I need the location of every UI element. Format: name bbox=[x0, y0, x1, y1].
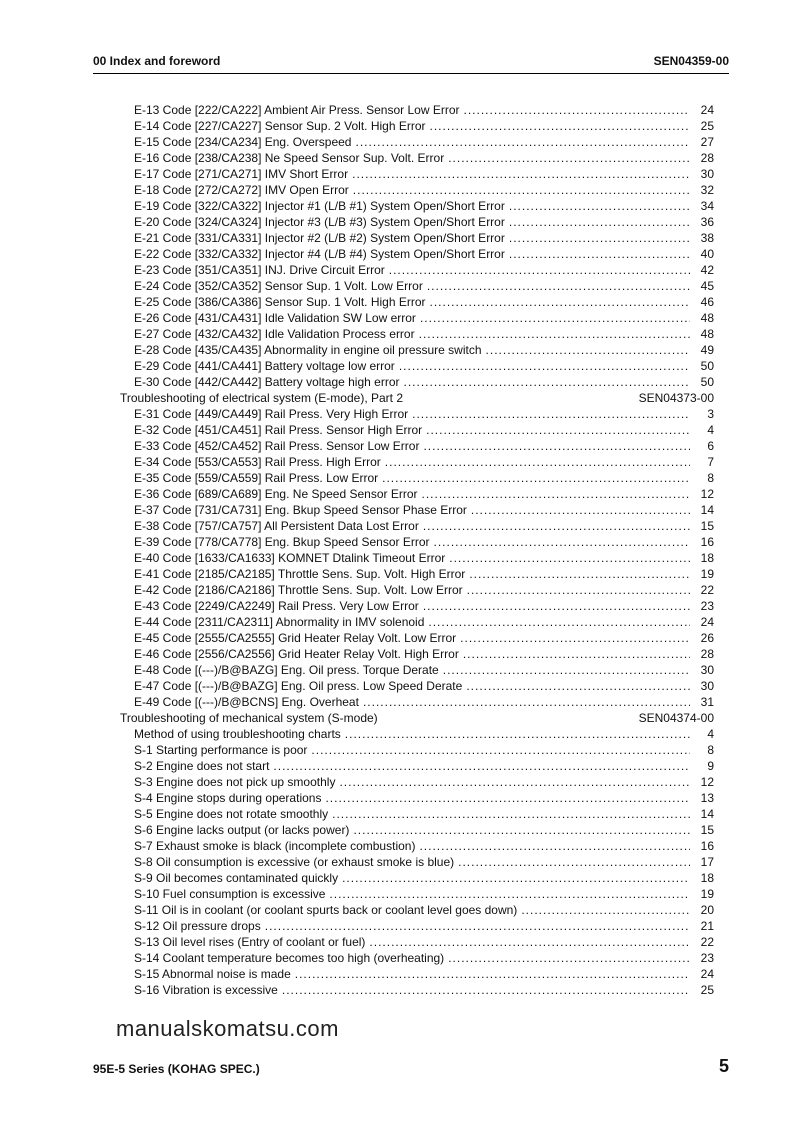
toc-entry-title: S-11 Oil is in coolant (or coolant spurts back or coolant level goes down) bbox=[134, 903, 518, 917]
dot-leader bbox=[509, 230, 690, 246]
toc-page-number: 28 bbox=[700, 151, 714, 165]
dot-leader bbox=[295, 966, 690, 982]
toc-entry[interactable] bbox=[120, 486, 714, 502]
toc-entry-title: E-25 Code [386/CA386] Sensor Sup. 1 Volt. High Error bbox=[134, 295, 426, 309]
dot-leader bbox=[382, 470, 690, 486]
toc-entry-title: E-48 Code [(---)/B@BAZG] Eng. Oil press. Torque Derate bbox=[134, 663, 439, 677]
dot-leader bbox=[352, 166, 690, 182]
toc-entry[interactable] bbox=[120, 374, 714, 390]
dot-leader bbox=[449, 550, 690, 566]
page-number: 5 bbox=[718, 1056, 729, 1076]
toc-page-number: 15 bbox=[700, 519, 714, 533]
toc-entry[interactable] bbox=[120, 838, 714, 854]
toc-page-number: 6 bbox=[707, 439, 714, 453]
toc-entry[interactable] bbox=[120, 678, 714, 694]
dot-leader bbox=[430, 294, 691, 310]
toc-entry[interactable] bbox=[120, 726, 714, 742]
toc-entry-title: E-28 Code [435/CA435] Abnormality in engine oil pressure switch bbox=[134, 343, 482, 357]
toc-entry[interactable] bbox=[120, 198, 714, 214]
toc-entry[interactable] bbox=[120, 470, 714, 486]
toc-page-number: 27 bbox=[700, 135, 714, 149]
toc-entry-title: S-16 Vibration is excessive bbox=[134, 983, 278, 997]
toc-page-number: 31 bbox=[700, 695, 714, 709]
toc-entry-title: E-23 Code [351/CA351] INJ. Drive Circuit Error bbox=[134, 263, 385, 277]
toc-entry[interactable] bbox=[120, 534, 714, 550]
toc-entry-title: S-9 Oil becomes contaminated quickly bbox=[134, 871, 339, 885]
dot-leader bbox=[423, 438, 690, 454]
toc-page-number: 28 bbox=[700, 647, 714, 661]
toc-entry-title: S-5 Engine does not rotate smoothly bbox=[134, 807, 329, 821]
toc-entry-title: E-24 Code [352/CA352] Sensor Sup. 1 Volt. Low Error bbox=[134, 279, 423, 293]
toc-page-number: 20 bbox=[700, 903, 714, 917]
toc-page-number: 3 bbox=[707, 407, 714, 421]
toc-page-number: 18 bbox=[700, 871, 714, 885]
dot-leader bbox=[311, 742, 690, 758]
toc-entry[interactable] bbox=[120, 230, 714, 246]
toc-page-number: 8 bbox=[707, 743, 714, 757]
toc-entry-title: E-22 Code [332/CA332] Injector #4 (L/B #4) System Open/Short Error bbox=[134, 247, 505, 261]
toc-page-number: 22 bbox=[700, 935, 714, 949]
toc-page-number: 12 bbox=[700, 775, 714, 789]
dot-leader bbox=[355, 134, 690, 150]
toc-page-number: 25 bbox=[700, 119, 714, 133]
dot-leader bbox=[509, 246, 690, 262]
section-title: 00 Index and foreword bbox=[93, 54, 221, 68]
toc-entry-title: E-43 Code [2249/CA2249] Rail Press. Very Low Error bbox=[134, 599, 419, 613]
dot-leader bbox=[509, 198, 690, 214]
dot-leader bbox=[466, 678, 690, 694]
toc-page-number: 24 bbox=[700, 615, 714, 629]
toc-entry[interactable] bbox=[120, 102, 714, 118]
page-header bbox=[93, 54, 729, 68]
dot-leader bbox=[404, 374, 691, 390]
dot-leader bbox=[448, 950, 690, 966]
toc-entry-title: E-39 Code [778/CA778] Eng. Bkup Speed Sensor Error bbox=[134, 535, 430, 549]
toc-entry[interactable] bbox=[120, 246, 714, 262]
toc-entry-title: S-10 Fuel consumption is excessive bbox=[134, 887, 326, 901]
toc-page-number: 24 bbox=[700, 103, 714, 117]
toc-entry-title: E-20 Code [324/CA324] Injector #3 (L/B #3) System Open/Short Error bbox=[134, 215, 505, 229]
toc-document-code: SEN04373-00 bbox=[638, 391, 714, 405]
toc-page-number: 16 bbox=[700, 839, 714, 853]
dot-leader bbox=[486, 342, 690, 358]
toc-entry[interactable] bbox=[120, 822, 714, 838]
toc-page-number: 8 bbox=[707, 471, 714, 485]
toc-entry-title: S-2 Engine does not start bbox=[134, 759, 270, 773]
toc-page-number: 18 bbox=[700, 551, 714, 565]
dot-leader bbox=[463, 646, 690, 662]
toc-page-number: 12 bbox=[700, 487, 714, 501]
toc-page-number: 30 bbox=[700, 679, 714, 693]
dot-leader bbox=[458, 854, 690, 870]
toc-entry[interactable] bbox=[120, 694, 714, 710]
dot-leader bbox=[428, 614, 690, 630]
dot-leader bbox=[353, 822, 690, 838]
toc-page-number: 14 bbox=[700, 503, 714, 517]
dot-leader bbox=[265, 918, 690, 934]
toc-page-number: 19 bbox=[700, 567, 714, 581]
toc-entry[interactable] bbox=[120, 422, 714, 438]
toc-entry-title: E-44 Code [2311/CA2311] Abnormality in IMV solenoid bbox=[134, 615, 425, 629]
header-rule bbox=[93, 73, 729, 74]
toc-entry-title: S-6 Engine lacks output (or lacks power) bbox=[134, 823, 350, 837]
toc-page-number: 30 bbox=[700, 167, 714, 181]
toc-entry-title: E-42 Code [2186/CA2186] Throttle Sens. Sup. Volt. Low Error bbox=[134, 583, 463, 597]
toc-entry-title: E-45 Code [2555/CA2555] Grid Heater Relay Volt. Low Error bbox=[134, 631, 457, 645]
toc-entry[interactable] bbox=[120, 790, 714, 806]
table-of-contents bbox=[120, 102, 714, 998]
dot-leader bbox=[282, 982, 690, 998]
watermark: manualskomatsu.com bbox=[116, 1016, 339, 1041]
toc-page-number: 49 bbox=[700, 343, 714, 357]
dot-leader bbox=[399, 358, 690, 374]
toc-page-number: 7 bbox=[707, 455, 714, 469]
toc-entry[interactable] bbox=[120, 774, 714, 790]
toc-entry[interactable] bbox=[120, 598, 714, 614]
dot-leader bbox=[273, 758, 690, 774]
toc-section-heading[interactable] bbox=[120, 710, 714, 726]
toc-entry-title: S-4 Engine stops during operations bbox=[134, 791, 322, 805]
toc-entry[interactable] bbox=[120, 902, 714, 918]
toc-entry[interactable] bbox=[120, 582, 714, 598]
toc-entry[interactable] bbox=[120, 278, 714, 294]
toc-entry[interactable] bbox=[120, 150, 714, 166]
toc-entry[interactable] bbox=[120, 134, 714, 150]
toc-entry-title: E-15 Code [234/CA234] Eng. Overspeed bbox=[134, 135, 352, 149]
dot-leader bbox=[443, 662, 690, 678]
toc-entry-title: E-33 Code [452/CA452] Rail Press. Sensor Low Error bbox=[134, 439, 420, 453]
dot-leader bbox=[420, 310, 690, 326]
toc-entry[interactable] bbox=[120, 870, 714, 886]
toc-entry[interactable] bbox=[120, 854, 714, 870]
dot-leader bbox=[385, 454, 690, 470]
dot-leader bbox=[434, 534, 690, 550]
footer-series: 95E-5 Series (KOHAG SPEC.) bbox=[93, 1062, 260, 1076]
toc-entry[interactable] bbox=[120, 438, 714, 454]
toc-entry-title: E-46 Code [2556/CA2556] Grid Heater Relay Volt. High Error bbox=[134, 647, 459, 661]
toc-entry[interactable] bbox=[120, 646, 714, 662]
toc-page-number: 24 bbox=[700, 967, 714, 981]
toc-entry[interactable] bbox=[120, 918, 714, 934]
toc-entry-title: S-8 Oil consumption is excessive (or exhaust smoke is blue) bbox=[134, 855, 455, 869]
toc-entry-title: Troubleshooting of electrical system (E-mode), Part 2 bbox=[120, 391, 404, 405]
toc-entry[interactable] bbox=[120, 950, 714, 966]
dot-leader bbox=[325, 790, 690, 806]
toc-entry-title: E-32 Code [451/CA451] Rail Press. Sensor High Error bbox=[134, 423, 423, 437]
toc-entry-title: E-19 Code [322/CA322] Injector #1 (L/B #1) System Open/Short Error bbox=[134, 199, 505, 213]
toc-entry-title: E-29 Code [441/CA441] Battery voltage low error bbox=[134, 359, 395, 373]
toc-entry[interactable] bbox=[120, 614, 714, 630]
toc-page-number: 50 bbox=[700, 375, 714, 389]
dot-leader bbox=[339, 774, 690, 790]
toc-entry-title: E-13 Code [222/CA222] Ambient Air Press. Sensor Low Error bbox=[134, 103, 460, 117]
toc-entry-title: E-40 Code [1633/CA1633] KOMNET Dtalink Timeout Error bbox=[134, 551, 446, 565]
toc-entry[interactable] bbox=[120, 310, 714, 326]
dot-leader bbox=[419, 326, 690, 342]
toc-page-number: 48 bbox=[700, 327, 714, 341]
dot-leader bbox=[471, 502, 690, 518]
toc-entry[interactable] bbox=[120, 502, 714, 518]
toc-page-number: 36 bbox=[700, 215, 714, 229]
toc-page-number: 32 bbox=[700, 183, 714, 197]
toc-entry-title: E-21 Code [331/CA331] Injector #2 (L/B #2) System Open/Short Error bbox=[134, 231, 505, 245]
toc-entry-title: E-38 Code [757/CA757] All Persistent Data Lost Error bbox=[134, 519, 419, 533]
dot-leader bbox=[467, 582, 690, 598]
toc-entry[interactable] bbox=[120, 806, 714, 822]
toc-entry-title: S-7 Exhaust smoke is black (incomplete combustion) bbox=[134, 839, 416, 853]
toc-entry-title: E-36 Code [689/CA689] Eng. Ne Speed Sensor Error bbox=[134, 487, 418, 501]
dot-leader bbox=[464, 102, 691, 118]
toc-entry[interactable] bbox=[120, 630, 714, 646]
dot-leader bbox=[345, 726, 690, 742]
toc-entry[interactable] bbox=[120, 566, 714, 582]
toc-entry-title: Troubleshooting of mechanical system (S-mode) bbox=[120, 711, 378, 725]
toc-entry[interactable] bbox=[120, 518, 714, 534]
toc-page-number: 17 bbox=[700, 855, 714, 869]
toc-entry[interactable] bbox=[120, 214, 714, 230]
toc-entry[interactable] bbox=[120, 934, 714, 950]
toc-page-number: 40 bbox=[700, 247, 714, 261]
toc-page-number: 16 bbox=[700, 535, 714, 549]
toc-entry-title: E-17 Code [271/CA271] IMV Short Error bbox=[134, 167, 349, 181]
toc-entry[interactable] bbox=[120, 182, 714, 198]
toc-page-number: 4 bbox=[707, 423, 714, 437]
toc-entry-title: E-49 Code [(---)/B@BCNS] Eng. Overheat bbox=[134, 695, 359, 709]
toc-entry[interactable] bbox=[120, 662, 714, 678]
toc-entry-title: E-47 Code [(---)/B@BAZG] Eng. Oil press. Low Speed Derate bbox=[134, 679, 463, 693]
dot-leader bbox=[423, 598, 690, 614]
toc-entry-title: S-14 Coolant temperature becomes too high (overheating) bbox=[134, 951, 445, 965]
dot-leader bbox=[329, 886, 690, 902]
toc-page-number: 14 bbox=[700, 807, 714, 821]
toc-page-number: 48 bbox=[700, 311, 714, 325]
dot-leader bbox=[448, 150, 690, 166]
dot-leader bbox=[422, 486, 691, 502]
toc-entry[interactable] bbox=[120, 550, 714, 566]
dot-leader bbox=[353, 182, 690, 198]
dot-leader bbox=[419, 838, 690, 854]
toc-section-heading[interactable] bbox=[120, 390, 714, 406]
toc-page-number: 26 bbox=[700, 631, 714, 645]
toc-page-number: 25 bbox=[700, 983, 714, 997]
toc-page-number: 34 bbox=[700, 199, 714, 213]
toc-entry[interactable] bbox=[120, 966, 714, 982]
dot-leader bbox=[423, 518, 690, 534]
toc-page-number: 15 bbox=[700, 823, 714, 837]
toc-entry[interactable] bbox=[120, 982, 714, 998]
toc-page-number: 42 bbox=[700, 263, 714, 277]
toc-page-number: 38 bbox=[700, 231, 714, 245]
dot-leader bbox=[342, 870, 690, 886]
toc-page-number: 21 bbox=[700, 919, 714, 933]
toc-entry-title: E-16 Code [238/CA238] Ne Speed Sensor Sup. Volt. Error bbox=[134, 151, 445, 165]
toc-page-number: 9 bbox=[707, 759, 714, 773]
toc-entry-title: E-30 Code [442/CA442] Battery voltage high error bbox=[134, 375, 400, 389]
dot-leader bbox=[369, 934, 690, 950]
dot-leader bbox=[521, 902, 690, 918]
dot-leader bbox=[430, 118, 691, 134]
dot-leader bbox=[389, 262, 690, 278]
dot-leader bbox=[412, 406, 690, 422]
toc-entry-title: E-35 Code [559/CA559] Rail Press. Low Error bbox=[134, 471, 379, 485]
toc-entry[interactable] bbox=[120, 166, 714, 182]
toc-entry-title: E-27 Code [432/CA432] Idle Validation Process error bbox=[134, 327, 415, 341]
dot-leader bbox=[469, 566, 690, 582]
toc-page-number: 19 bbox=[700, 887, 714, 901]
toc-entry[interactable] bbox=[120, 342, 714, 358]
dot-leader bbox=[460, 630, 690, 646]
toc-entry-title: S-13 Oil level rises (Entry of coolant or fuel) bbox=[134, 935, 366, 949]
dot-leader bbox=[426, 422, 690, 438]
toc-page-number: 22 bbox=[700, 583, 714, 597]
toc-entry-title: E-14 Code [227/CA227] Sensor Sup. 2 Volt. High Error bbox=[134, 119, 426, 133]
toc-entry-title: E-37 Code [731/CA731] Eng. Bkup Speed Sensor Phase Error bbox=[134, 503, 467, 517]
toc-entry-title: E-26 Code [431/CA431] Idle Validation SW Low error bbox=[134, 311, 416, 325]
toc-page-number: 45 bbox=[700, 279, 714, 293]
toc-entry[interactable] bbox=[120, 758, 714, 774]
toc-page-number: 23 bbox=[700, 951, 714, 965]
toc-page-number: 50 bbox=[700, 359, 714, 373]
toc-entry-title: S-1 Starting performance is poor bbox=[134, 743, 308, 757]
toc-page-number: 4 bbox=[707, 727, 714, 741]
toc-entry[interactable] bbox=[120, 118, 714, 134]
toc-page-number: 23 bbox=[700, 599, 714, 613]
toc-entry[interactable] bbox=[120, 326, 714, 342]
dot-leader bbox=[363, 694, 690, 710]
toc-entry[interactable] bbox=[120, 358, 714, 374]
toc-entry[interactable] bbox=[120, 742, 714, 758]
toc-entry[interactable] bbox=[120, 886, 714, 902]
toc-entry-title: E-31 Code [449/CA449] Rail Press. Very High Error bbox=[134, 407, 409, 421]
toc-page-number: 30 bbox=[700, 663, 714, 677]
toc-entry-title: Method of using troubleshooting charts bbox=[134, 727, 341, 741]
toc-entry-title: S-15 Abnormal noise is made bbox=[134, 967, 291, 981]
toc-entry[interactable] bbox=[120, 406, 714, 422]
toc-entry-title: E-18 Code [272/CA272] IMV Open Error bbox=[134, 183, 349, 197]
toc-page-number: 13 bbox=[700, 791, 714, 805]
toc-entry-title: S-12 Oil pressure drops bbox=[134, 919, 261, 933]
spacer bbox=[378, 710, 639, 726]
dot-leader bbox=[509, 214, 690, 230]
toc-entry-title: S-3 Engine does not pick up smoothly bbox=[134, 775, 336, 789]
spacer bbox=[403, 390, 639, 406]
toc-entry-title: E-41 Code [2185/CA2185] Throttle Sens. Sup. Volt. High Error bbox=[134, 567, 466, 581]
dot-leader bbox=[332, 806, 690, 822]
toc-document-code: SEN04374-00 bbox=[638, 711, 714, 725]
toc-entry[interactable] bbox=[120, 294, 714, 310]
toc-entry[interactable] bbox=[120, 262, 714, 278]
document-code: SEN04359-00 bbox=[653, 54, 729, 68]
toc-page-number: 46 bbox=[700, 295, 714, 309]
toc-entry-title: E-34 Code [553/CA553] Rail Press. High Error bbox=[134, 455, 381, 469]
dot-leader bbox=[427, 278, 690, 294]
toc-entry[interactable] bbox=[120, 454, 714, 470]
